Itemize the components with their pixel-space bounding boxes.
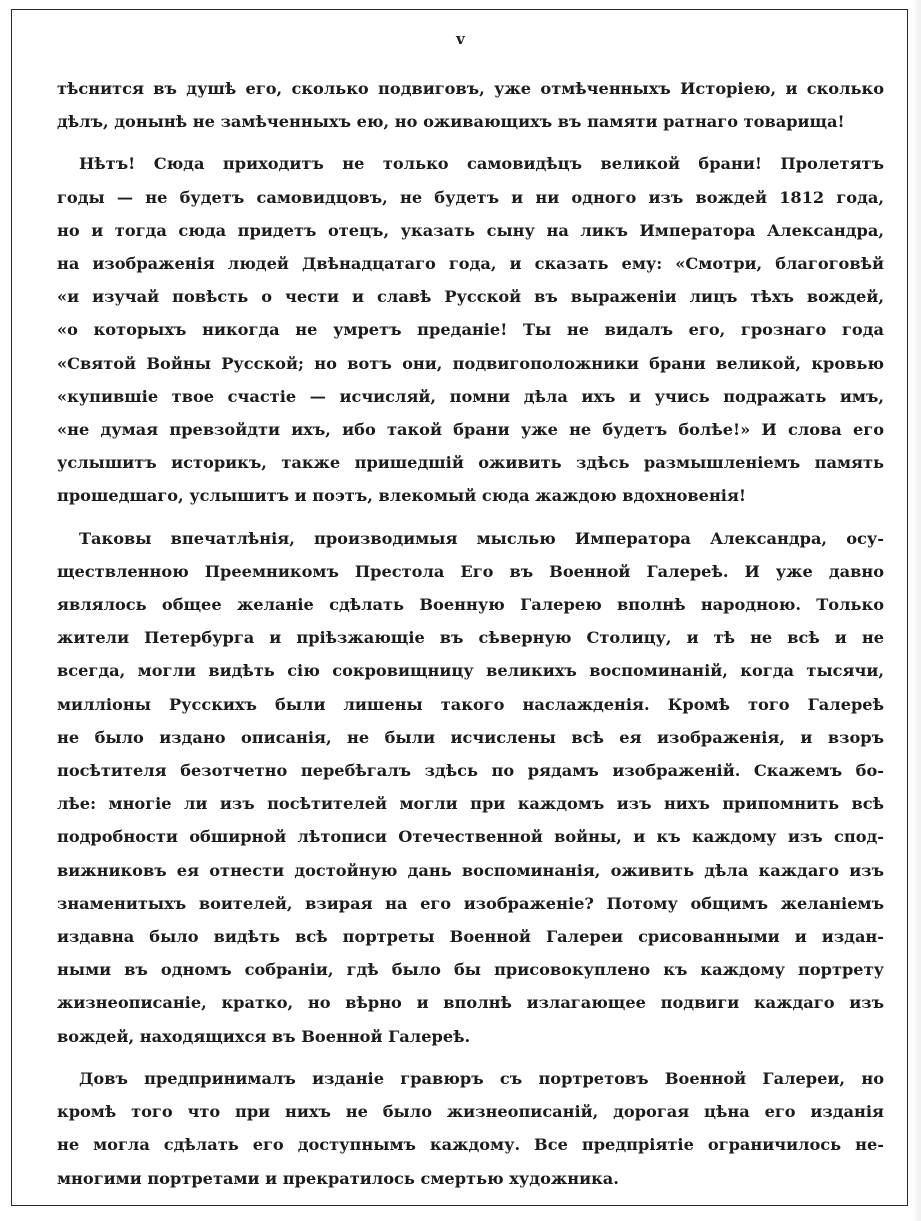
scan-edge-shadow (912, 0, 921, 1221)
text-line: кромѣ того что при нихъ не было жизнеописаній, дорогая цѣна его изданія (57, 1102, 884, 1122)
text-line: годы — не будетъ самовидцовъ, не будетъ и ни одного изъ вождей 1812 года, (57, 187, 884, 207)
text-line: тѣснится въ душѣ его, сколько подвиговъ, уже отмѣченныхъ Исторіею, и сколько (57, 79, 884, 98)
text-line: «и изучай повѣсть о чести и славѣ Русской въ выраженіи лицъ тѣхъ вождей, (57, 287, 884, 307)
text-line: ными въ одномъ собраніи, гдѣ было бы присовокуплено къ каждому портрету (57, 960, 884, 980)
body-text (57, 72, 884, 1195)
text-line: не было издано описанія, не были исчислены всѣ ея изображенія, и взоръ (57, 727, 884, 747)
text-line: на изображенія людей Двѣнадцатаго года, и сказать ему: «Смотри, благоговѣй (57, 254, 884, 274)
text-line: «о которыхъ никогда не умретъ преданіе! Ты не видалъ его, грознаго года (57, 320, 884, 340)
text-line: всегда, могли видѣть сію сокровищницу великихъ воспоминаній, когда тысячи, (57, 661, 884, 681)
text-line: услышитъ историкъ, также пришедшій оживить здѣсь размышленіемъ память (57, 453, 884, 473)
text-line: издавна было видѣть всѣ портреты Военной Галереи срисованными и издан- (57, 927, 884, 947)
text-line: вижниковъ ея отнести достойную дань воспоминанія, оживить дѣла каждаго изъ (57, 860, 884, 880)
text-line: «купившіе твое счастіе — исчисляй, помни дѣла ихъ и учись подражать имъ, (57, 386, 884, 406)
text-line: милліоны Русскихъ были лишены такого наслажденія. Кромѣ того Галереѣ (57, 694, 884, 714)
text-line: многими портретами и прекратилось смертью художника. (57, 1168, 619, 1188)
text-line: Нѣтъ! Сюда приходитъ не только самовидѣцъ великой брани! Пролетятъ (79, 154, 884, 174)
paragraph-1 (57, 72, 884, 138)
paragraph-4 (57, 1062, 884, 1195)
text-line: но и тогда сюда придетъ отецъ, указать сыну на ликъ Императора Александра, (57, 220, 884, 240)
text-line: ществленною Преемникомъ Престола Его въ Военной Галереѣ. И уже давно (57, 561, 884, 581)
text-line: Довъ предпринималъ изданіе гравюръ съ портретовъ Военной Галереи, но (79, 1068, 884, 1088)
text-line: посѣтителя безотчетно перебѣгалъ здѣсь по рядамъ изображеній. Скажемъ бо- (57, 761, 884, 781)
text-line: прошедшаго, услышитъ и поэтъ, влекомый сюда жаждою вдохновенія! (57, 486, 747, 506)
text-line: «не думая превзойдти ихъ, ибо такой брани уже не будетъ болѣе!» И слова его (57, 420, 884, 440)
text-line: жители Петербурга и пріѣзжающіе въ сѣверную Столицу, и тѣ не всѣ и не (57, 628, 884, 648)
text-line: подробности обширной лѣтописи Отечественной войны, и къ каждому изъ спод- (57, 827, 884, 847)
text-line: лѣе: многіе ли изъ посѣтителей могли при каждомъ изъ нихъ припомнить всѣ (57, 794, 884, 814)
text-line: дѣлъ, донынѣ не замѣченныхъ ею, но оживающихъ въ памяти ратнаго товарища! (57, 112, 845, 132)
paragraph-3 (57, 522, 884, 1053)
text-line: вождей, находящихся въ Военной Галереѣ. (57, 1026, 471, 1046)
text-line: являлось общее желаніе сдѣлать Военную Галерею вполнѣ народною. Только (57, 595, 884, 615)
page-number: v (456, 30, 465, 48)
text-line: не могла сдѣлать его доступнымъ каждому. Все предпріятіе ограничилось не- (57, 1135, 884, 1155)
paragraph-2 (57, 147, 884, 512)
text-line: знаменитыхъ воителей, взирая на его изображеніе? Потому общимъ желаніемъ (57, 893, 884, 913)
text-line: «Святой Войны Русской; но вотъ они, подвигоположники брани великой, кровью (57, 353, 884, 373)
text-line: Таковы впечатлѣнія, производимыя мыслью Императора Александра, осу- (79, 528, 884, 548)
text-line: жизнеописаніе, кратко, но вѣрно и вполнѣ излагающее подвиги каждаго изъ (57, 993, 884, 1013)
